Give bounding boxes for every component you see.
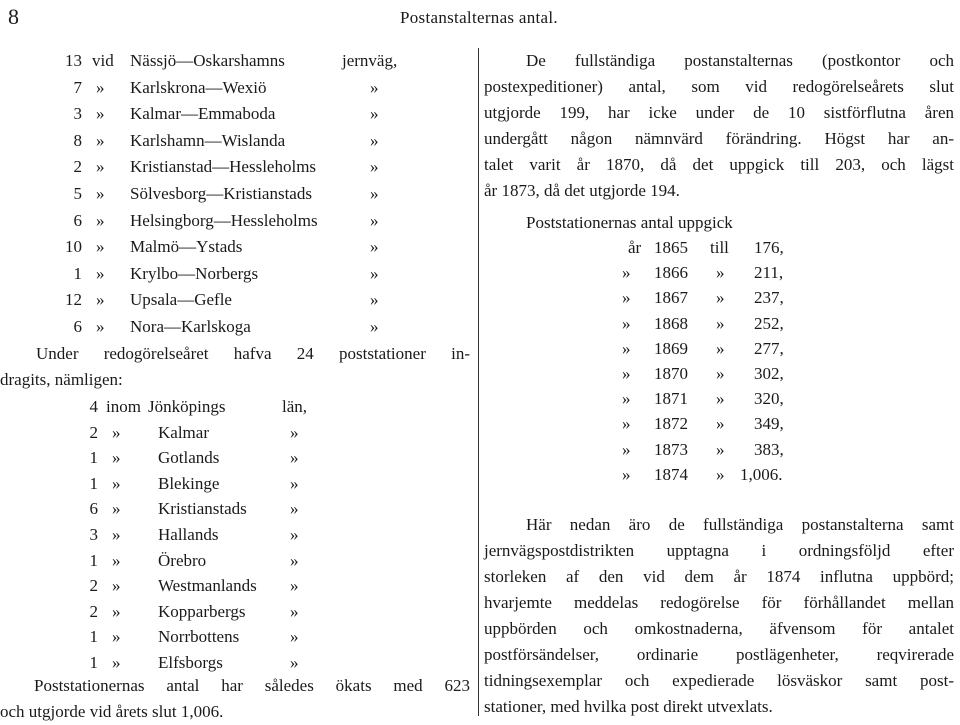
county-name: Örebro — [158, 550, 207, 570]
withdrawn-intro-line: dragits, nämligen: — [0, 370, 123, 389]
county-count: 4 — [89, 397, 98, 416]
year-prefix: » — [622, 263, 631, 283]
year-mid: » — [716, 313, 725, 333]
railway-count: 7 — [73, 77, 82, 97]
railway-prefix: » — [96, 237, 105, 257]
railway-row — [0, 208, 470, 234]
county-prefix: » — [112, 601, 121, 621]
station-count: 320, — [754, 389, 784, 409]
county-row — [0, 420, 470, 446]
year-prefix: » — [622, 389, 631, 409]
year-mid: » — [716, 364, 725, 383]
county-prefix: » — [112, 576, 121, 596]
railway-row — [0, 154, 470, 180]
railway-count: 8 — [73, 130, 82, 150]
railway-row — [0, 75, 470, 101]
railway-count: 3 — [73, 104, 82, 124]
county-name: Jönköpings — [148, 397, 226, 416]
year-mid: » — [716, 389, 725, 409]
year-row — [600, 260, 820, 286]
left-closing-line: och utgjorde vid årets slut 1,006. — [0, 702, 224, 721]
county-count: 2 — [89, 422, 98, 442]
railway-suffix: » — [370, 184, 379, 203]
county-suffix: » — [290, 499, 299, 519]
year-prefix: » — [622, 288, 631, 308]
railway-row — [0, 261, 470, 287]
railway-suffix: » — [370, 317, 379, 336]
county-name: Blekinge — [158, 473, 220, 493]
year-prefix: år — [628, 238, 642, 257]
running-head: Postanstalternas antal. — [400, 8, 558, 27]
county-suffix: » — [290, 448, 299, 468]
year-value: 1870 — [654, 364, 688, 383]
year-row — [600, 361, 820, 387]
railway-prefix: » — [96, 184, 105, 203]
railway-prefix: » — [96, 77, 105, 97]
railway-count: 10 — [65, 237, 82, 257]
railway-suffix: » — [370, 130, 379, 150]
county-count: 1 — [89, 653, 98, 672]
county-count: 3 — [89, 525, 98, 544]
railway-suffix: » — [370, 104, 379, 124]
railway-prefix: » — [96, 317, 105, 336]
county-count: 1 — [89, 448, 98, 468]
station-count: 237, — [754, 288, 784, 308]
year-value: 1873 — [654, 439, 688, 459]
left-closing-line: Poststationernas antal har således ökats med 623 — [34, 676, 470, 695]
railway-route: Kristianstad—Hessleholms — [130, 157, 317, 177]
railway-prefix: » — [96, 130, 105, 150]
closing-paragraph-line: jernvägspostdistrikten upptagna i ordningsföljd efter — [484, 541, 954, 560]
railway-suffix: » — [370, 157, 379, 177]
county-name: Norrbottens — [158, 627, 240, 647]
county-suffix: län, — [282, 397, 308, 416]
station-count: 252, — [754, 313, 784, 333]
year-value: 1869 — [654, 338, 688, 358]
railway-count: 6 — [73, 317, 82, 336]
railway-route: Karlshamn—Wislanda — [130, 130, 286, 150]
railway-count: 5 — [73, 184, 82, 203]
closing-paragraph-line: uppbörden och omkostnaderna, äfvensom för antalet — [484, 619, 954, 638]
station-count: 176, — [754, 238, 784, 257]
railway-count: 6 — [73, 210, 82, 230]
county-name: Gotlands — [158, 448, 220, 468]
year-mid: » — [716, 439, 725, 459]
county-suffix: » — [290, 653, 299, 672]
railway-row — [0, 128, 470, 154]
year-mid: » — [716, 414, 725, 434]
county-name: Kristianstads — [158, 499, 247, 519]
county-suffix: » — [290, 525, 299, 544]
year-prefix: » — [622, 364, 631, 383]
county-row — [0, 624, 470, 650]
railway-suffix: » — [370, 77, 379, 97]
railway-route: Nässjö—Oskarshamns — [130, 51, 285, 70]
county-prefix: » — [112, 448, 121, 468]
railway-suffix: jernväg, — [342, 51, 398, 70]
station-count: 1,006. — [740, 464, 783, 484]
county-row — [0, 394, 470, 420]
county-row — [0, 471, 470, 497]
year-row — [600, 336, 820, 362]
county-prefix: » — [112, 422, 121, 442]
year-value: 1871 — [654, 389, 688, 409]
year-prefix: » — [622, 313, 631, 333]
station-count: 383, — [754, 439, 784, 459]
county-name: Hallands — [158, 525, 219, 544]
intro-paragraph-line: år 1873, då det utgjorde 194. — [484, 181, 680, 200]
railway-count: 12 — [65, 290, 82, 310]
county-count: 2 — [89, 601, 98, 621]
county-name: Elfsborgs — [158, 653, 223, 672]
railway-route: Upsala—Gefle — [130, 290, 232, 310]
station-count: 211, — [754, 263, 784, 283]
railway-suffix: » — [370, 263, 379, 283]
county-suffix: » — [290, 576, 299, 596]
railway-row — [0, 287, 470, 313]
county-row — [0, 599, 470, 625]
county-suffix: » — [290, 422, 299, 442]
county-count: 1 — [89, 550, 98, 570]
county-row — [0, 548, 470, 574]
railway-suffix: » — [370, 290, 379, 310]
year-value: 1868 — [654, 313, 688, 333]
county-count: 1 — [89, 473, 98, 493]
year-mid: » — [716, 338, 725, 358]
closing-paragraph-line: Här nedan äro de fullständiga postanstalterna samt — [526, 515, 954, 534]
county-count: 6 — [89, 499, 98, 519]
railway-prefix: » — [96, 104, 105, 124]
railway-route: Karlskrona—Wexiö — [130, 77, 267, 97]
railway-route: Kalmar—Emmaboda — [130, 104, 276, 124]
railway-row — [0, 234, 470, 260]
year-value: 1872 — [654, 414, 688, 434]
county-prefix: » — [112, 499, 121, 519]
year-value: 1866 — [654, 263, 688, 283]
railway-prefix: vid — [92, 51, 114, 70]
railway-suffix: » — [370, 210, 379, 230]
county-count: 1 — [89, 627, 98, 647]
railway-row — [0, 101, 470, 127]
station-count: 349, — [754, 414, 784, 434]
county-row — [0, 522, 470, 548]
year-mid: » — [716, 288, 725, 308]
county-suffix: » — [290, 627, 299, 647]
year-row — [600, 235, 820, 261]
year-row — [600, 386, 820, 412]
railway-route: Krylbo—Norbergs — [130, 263, 259, 283]
county-prefix: » — [112, 473, 121, 493]
railway-suffix: » — [370, 237, 379, 257]
closing-paragraph-line: hvarjemte meddelas redogörelse för förhållandet mellan — [484, 593, 954, 612]
station-count: 277, — [754, 338, 784, 358]
year-row — [600, 437, 820, 463]
page-number: 8 — [8, 4, 19, 29]
railway-row — [0, 48, 470, 74]
county-suffix: » — [290, 550, 299, 570]
intro-paragraph-line: utgjorde 199, har icke under de 10 sistförflutna åren — [484, 103, 954, 122]
railway-row — [0, 314, 470, 340]
county-count: 2 — [89, 576, 98, 596]
column-divider — [478, 48, 479, 716]
county-prefix: » — [112, 550, 121, 570]
railway-prefix: » — [96, 263, 105, 283]
stations-heading: Poststationernas antal uppgick — [526, 213, 733, 232]
year-value: 1865 — [654, 238, 688, 257]
withdrawn-intro-line: Under redogörelseåret hafva 24 poststationer in- — [36, 344, 470, 363]
intro-paragraph-line: undergått någon nämnvärd förändring. Högst har an- — [484, 129, 954, 148]
year-row — [600, 462, 820, 488]
county-name: Westmanlands — [158, 576, 257, 596]
closing-paragraph-line: tidningsexemplar och expedierade lösväskor samt post- — [484, 671, 954, 690]
intro-paragraph-line: postexpeditioner) antal, som vid redogörelseårets slut — [484, 77, 954, 96]
year-mid: till — [710, 238, 729, 257]
railway-row — [0, 181, 470, 207]
county-prefix: » — [112, 525, 121, 544]
railway-route: Nora—Karlskoga — [130, 317, 251, 336]
county-name: Kalmar — [158, 422, 209, 442]
railway-prefix: » — [96, 290, 105, 310]
year-prefix: » — [622, 338, 631, 358]
railway-route: Malmö—Ystads — [130, 237, 243, 257]
year-value: 1867 — [654, 288, 688, 308]
county-name: Kopparbergs — [158, 601, 246, 621]
year-mid: » — [716, 263, 725, 283]
year-prefix: » — [622, 439, 631, 459]
intro-paragraph-line: talet varit år 1870, då det uppgick till 203, och lägst — [484, 155, 954, 174]
county-row — [0, 496, 470, 522]
station-count: 302, — [754, 364, 784, 383]
county-prefix: » — [112, 627, 121, 647]
county-row — [0, 573, 470, 599]
county-row — [0, 445, 470, 471]
year-value: 1874 — [654, 464, 688, 484]
year-mid: » — [716, 464, 725, 484]
intro-paragraph-line: De fullständiga postanstalternas (postkontor och — [526, 51, 954, 70]
railway-prefix: » — [96, 157, 105, 177]
year-row — [600, 311, 820, 337]
closing-paragraph-line: storleken af den vid dem år 1874 influtna uppbörd; — [484, 567, 954, 586]
county-suffix: » — [290, 473, 299, 493]
county-prefix: inom — [106, 397, 141, 416]
railway-route: Sölvesborg—Kristianstads — [130, 184, 312, 203]
county-suffix: » — [290, 601, 299, 621]
year-prefix: » — [622, 414, 631, 434]
railway-count: 13 — [65, 51, 82, 70]
closing-paragraph-line: postförsändelser, ordinarie postlägenheter, reqvirerade — [484, 645, 954, 664]
year-row — [600, 411, 820, 437]
railway-route: Helsingborg—Hessleholms — [130, 210, 318, 230]
closing-paragraph-line: stationer, med hvilka post direkt utvexlats. — [484, 697, 773, 716]
railway-prefix: » — [96, 210, 105, 230]
county-prefix: » — [112, 653, 121, 672]
railway-count: 1 — [73, 263, 82, 283]
year-prefix: » — [622, 464, 631, 484]
year-row — [600, 285, 820, 311]
railway-count: 2 — [73, 157, 82, 177]
